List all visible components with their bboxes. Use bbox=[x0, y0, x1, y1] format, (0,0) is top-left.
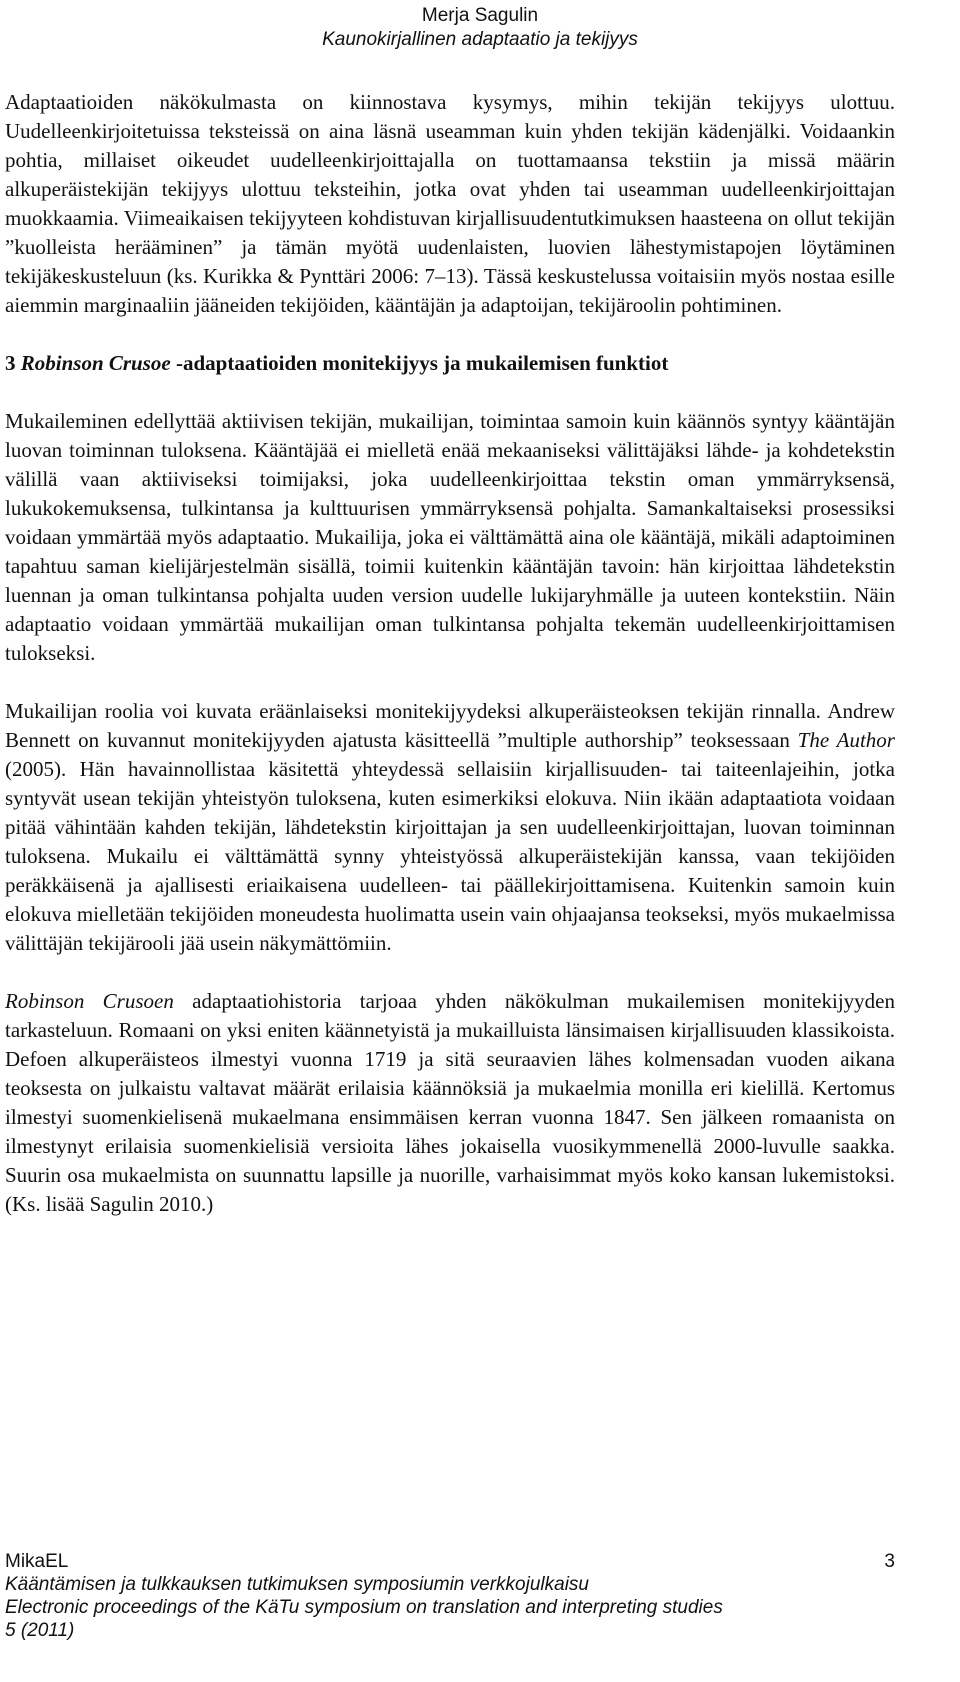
section-heading bbox=[5, 349, 895, 378]
footer-publication-en: Electronic proceedings of the KäTu symposium on translation and interpreting studies bbox=[5, 1597, 723, 1618]
footer-issue: 5 (2011) bbox=[5, 1620, 75, 1641]
paragraph-2: Mukaileminen edellyttää aktiivisen tekijän, mukailijan, toimintaa samoin kuin käännös syntyy kääntäjän luovan toiminnan tuloksena. Kääntäjää ei mielletä enää mekaaniseksi välittäjäksi lähde- ja kohdetekstin välillä vaan aktiiviseksi toimijaksi, joka uudelleenkirjoittaa tekstin oman ymmärryksensä, lukukokemuksensa, tulkintansa ja kulttuurisen ymmärryksensä pohjalta. Samankaltaiseksi prosessiksi voidaan ymmärtää myös adaptaatio. Mukailija, joka ei välttämättä aina ole kääntäjä, mikäli adaptoiminen tapahtuu saman kielijärjestelmän sisällä, toimii kuitenkin kääntäjän tavoin: hän kirjoittaa lähdetekstin luennan ja oman tulkintansa pohjalta uuden version uudelle lukijaryhmälle ja uuteen kontekstiin. Näin adaptaatio voidaan ymmärtää mukailijan oman tulkintansa pohjalta tekemän uudelleenkirjoittamisen tulokseksi. bbox=[5, 409, 895, 665]
paragraph-3 bbox=[5, 697, 895, 958]
page-header bbox=[0, 0, 960, 52]
footer-publication-fi: Kääntämisen ja tulkkauksen tutkimuksen symposiumin verkkojulkaisu bbox=[5, 1574, 589, 1595]
page-number: 3 bbox=[884, 1551, 895, 1572]
paragraph-4 bbox=[5, 987, 895, 1219]
paragraph-spacer bbox=[5, 320, 895, 349]
paragraph-1: Adaptaatioiden näkökulmasta on kiinnostava kysymys, mihin tekijän tekijyys ulottuu. Uudelleenkirjoitetuissa teksteissä on aina läsnä useamman kuin yhden tekijän kädenjälki. Voidaankin pohtia, millaiset oikeudet uudelleenkirjoittajalla on tuottamaansa tekstiin ja missä määrin alkuperäistekijän tekijyys ulottuu teksteihin, jotka ovat yhden tai useamman uudelleenkirjoittajan muokkaamia. Viimeaikaisen tekijyyteen kohdistuvan kirjallisuudentutkimuksen haasteena on ollut tekijän ”kuolleista herääminen” ja tämän myötä uudenlaisten, luovien lähestymistapojen löytäminen tekijäkeskusteluun (ks. Kurikka & Pynttäri 2006: 7–13). Tässä keskustelussa voitaisiin myös nostaa esille aiemmin marginaaliin jääneiden tekijöiden, kääntäjän ja adaptoijan, tekijäroolin pohtiminen. bbox=[5, 90, 895, 317]
paragraph-3-part-b: (2005). Hän havainnollistaa käsitettä yhteydessä sellaisiin kirjallisuuden- tai taiteenlajeihin, jotka syntyvät usean tekijän yhteistyön tuloksena, kuten esimerkiksi elokuva. Niin ikään adaptaatiota voidaan pitää vähintään kahden tekijän, lähdetekstin kirjoittajan ja sen uudelleenkirjoittajan, luovan toiminnan tuloksena. Mukailu ei välttämättä synny yhteistyössä alkuperäistekijän kanssa, vaan tekijöiden peräkkäisenä ja ajallisesti eriaikaisena uudelleen- tai päällekirjoittamisena. Kuitenkin samoin kuin elokuva mielletään tekijöiden moneudesta huolimatta usein vain ohjaajansa teokseksi, myös mukaelmissa välittäjän tekijärooli jää usein näkymättömiin. bbox=[5, 757, 895, 955]
book-title-robinson-crusoen: Robinson Crusoen bbox=[5, 989, 174, 1013]
section-heading-number: 3 bbox=[5, 351, 21, 375]
footer-top-row bbox=[5, 1550, 895, 1573]
footer-journal-name: MikaEL bbox=[5, 1551, 69, 1572]
header-title: Kaunokirjallinen adaptaatio ja tekijyys bbox=[322, 29, 638, 50]
paragraph-spacer bbox=[5, 668, 895, 697]
section-heading-rest: -adaptaatioiden monitekijyys ja mukailemisen funktiot bbox=[170, 351, 669, 375]
page-footer bbox=[5, 1550, 895, 1642]
article-body bbox=[5, 88, 895, 1219]
header-author: Merja Sagulin bbox=[421, 5, 539, 26]
book-title-the-author: The Author bbox=[797, 728, 895, 752]
paragraph-4-rest: adaptaatiohistoria tarjoaa yhden näkökulman mukailemisen monitekijyyden tarkasteluun. Romaani on yksi eniten käännetyistä ja mukailluista länsimaisen kirjallisuuden klassikoista. Defoen alkuperäisteos ilmestyi vuonna 1719 ja sitä seuraavien lähes kolmensadan vuoden aikana teoksesta on julkaistu valtavat määrät erilaisia käännöksiä ja mukaelmia monilla eri kielillä. Kertomus ilmestyi suomenkielisenä mukaelmana ensimmäisen kerran vuonna 1847. Sen jälkeen romaanista on ilmestynyt erilaisia suomenkielisiä versioita lähes jokaisella vuosikymmenellä 2000-luvulle saakka. Suurin osa mukaelmista on suunnattu lapsille ja nuorille, varhaisimmat myös koko kansan lukemistoksi. (Ks. lisää Sagulin 2010.) bbox=[5, 989, 895, 1216]
paragraph-spacer bbox=[5, 378, 895, 407]
section-heading-italic-title: Robinson Crusoe bbox=[20, 351, 171, 375]
paragraph-3-part-a: Mukailijan roolia voi kuvata eräänlaiseksi monitekijyydeksi alkuperäisteoksen tekijän rinnalla. Andrew Bennett on kuvannut monitekijyyden ajatusta käsitteellä ”multiple authorship” teoksessaan bbox=[5, 699, 895, 752]
paragraph-spacer bbox=[5, 958, 895, 987]
